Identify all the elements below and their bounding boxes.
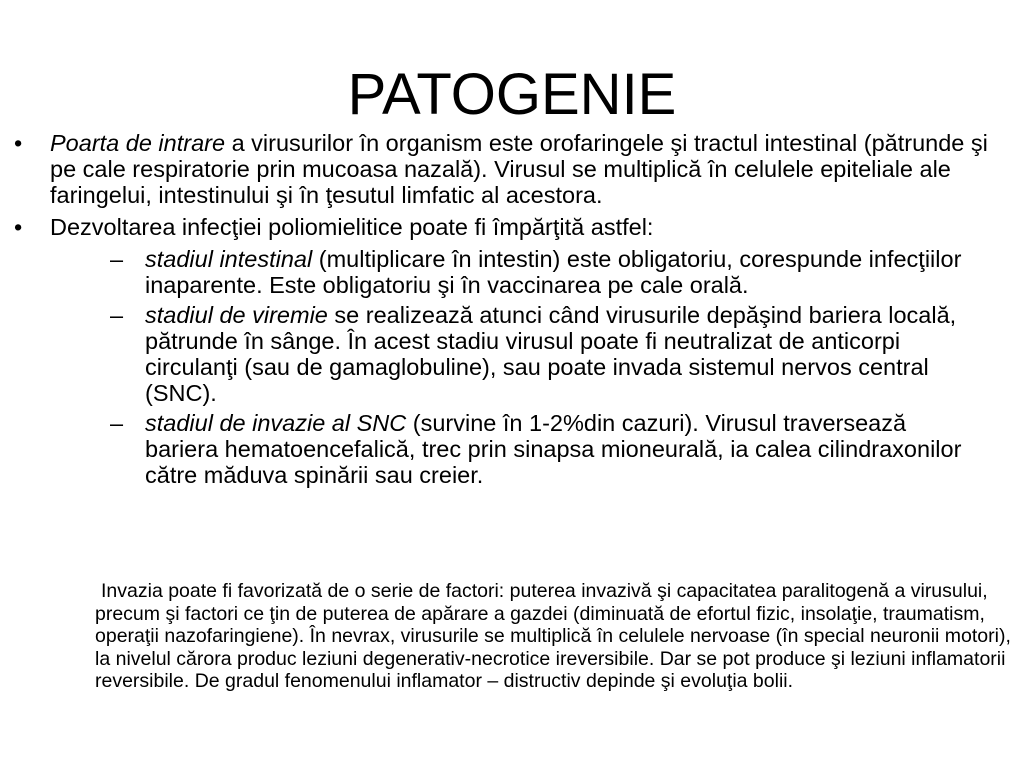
bullet-item-infection-stages <box>0 214 1024 488</box>
note-paragraph <box>95 580 1020 693</box>
sub-bullet-intestinal-stage <box>50 246 1000 298</box>
bullet-text: Dezvoltarea infecţiei poliomielitice poate fi împărţită astfel: <box>50 214 654 240</box>
sub-bullet-italic-term: stadiul de viremie <box>145 302 328 328</box>
dash-marker: – <box>110 302 124 328</box>
sub-bullet-italic-term: stadiul intestinal <box>145 246 313 272</box>
sub-bullet-text: (survine în 1-2%din cazuri). Virusul traversează bariera hematoencefalică, trec prin sinapsa mioneurală, ia calea cilindraxonilor către măduva spinării sau creier. <box>145 410 962 488</box>
bullet-item-entry-gate <box>0 130 1024 208</box>
sub-bullet-viremia-stage <box>50 302 1000 406</box>
bullet-marker: • <box>14 214 23 240</box>
dash-marker: – <box>110 246 124 272</box>
slide-title: PATOGENIE <box>347 62 677 127</box>
sub-bullet-italic-term: stadiul de invazie al SNC <box>145 410 407 436</box>
sub-bullet-text: se realizează atunci când virusurile depăşind bariera locală, pătrunde în sânge. În acest stadiu virusul poate fi neutralizat de anticorpi circulanţi (sau de gamaglobuline), sau poate invada sistemul nervos central (SNC). <box>145 302 957 406</box>
sub-bullet-list <box>50 246 1000 488</box>
sub-bullet-cns-invasion-stage <box>50 410 1000 488</box>
dash-marker: – <box>110 410 124 436</box>
sub-bullet-text: (multiplicare în intestin) este obligatoriu, corespunde infecţiilor inaparente. Este obligatoriu şi în vaccinarea pe cale orală. <box>145 246 962 298</box>
bullet-list <box>0 130 1024 494</box>
bullet-marker: • <box>14 130 23 156</box>
bullet-text: a virusurilor în organism este orofaringele şi tractul intestinal (pătrunde şi pe cale respiratorie prin mucoasa nazală). Virusul se multiplică în celulele epiteliale ale faringelui, intestinului şi în ţesutul limfatic al acestora. <box>50 130 988 208</box>
note-text: Invazia poate fi favorizată de o serie de factori: puterea invazivă şi capacitatea paralitogenă a virusului, precum şi factori ce ţin de puterea de apărare a gazdei (diminuată de efortul fizic, insolaţie, traumatism, operaţii nazofaringiene). În nevrax, virusurile se multiplică în celulele nervoase (în special neuronii motori), la nivelul cărora produc leziuni degenerativ-necrotice ireversibile. Dar se pot produce şi leziuni inflamatorii reversibile. De gradul fenomenului inflamator – distructiv depinde şi evoluţia bolii. <box>95 580 1011 692</box>
bullet-italic-term: Poarta de intrare <box>50 130 226 156</box>
